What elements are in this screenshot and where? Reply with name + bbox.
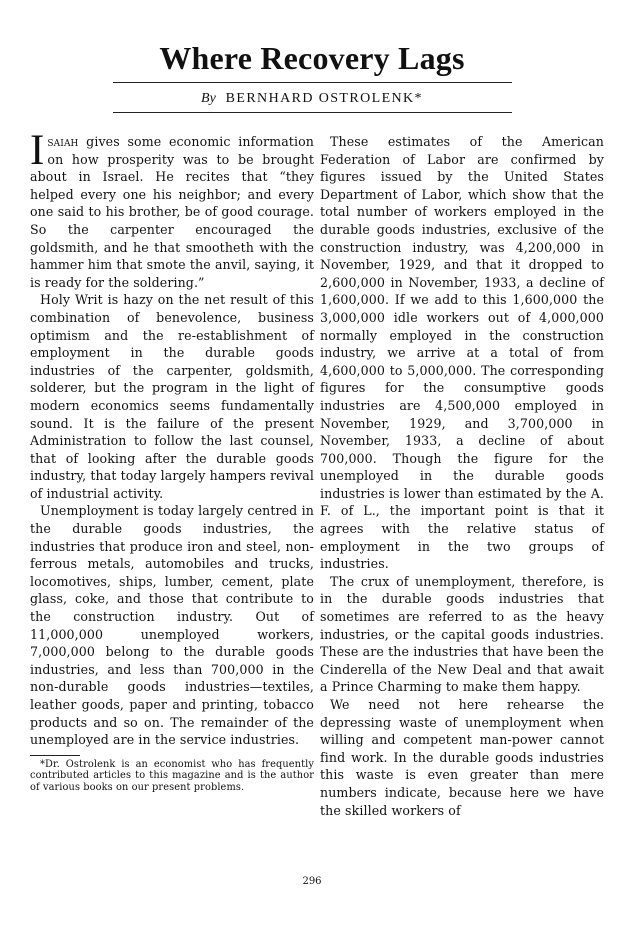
- left-column: [30, 127, 314, 794]
- right-column: [320, 133, 604, 819]
- article-title: Where Recovery Lags: [159, 40, 465, 76]
- opening-smallcaps: saiah: [47, 134, 79, 149]
- paragraph: The crux of unemployment, therefore, is in the durable goods industries that sometimes are referred to as the heavy industries, or the capital goods industries. These are the industries that have been the Cinderella of the New Deal and that await a Prince Charming to make them happy.: [320, 573, 604, 695]
- paragraph: We need not here rehearse the depressing waste of unemployment when willing and competent man-power cannot find work. In the durable goods industries this waste is even greater than mere numbers indicate, because here we have the skilled workers of: [320, 697, 604, 818]
- page-number: 296: [302, 876, 322, 887]
- footnote: *Dr. Ostrolenk is an economist who has frequently contributed articles to this magazine and is the author of various books on our present problems.: [30, 758, 314, 793]
- paragraph-text: gives some economic information on how prosperity was to be brought about in Israel. He recites that “they helped every one his neighbor; and every one said to his brother, be of good courage. So the carpenter encouraged the goldsmith, and he that smootheth with the hammer him that smote the anvil, saying, it is ready for the soldering.”: [30, 134, 314, 290]
- paragraph: [30, 127, 314, 291]
- author-name: BERNHARD OSTROLENK*: [225, 91, 423, 106]
- byline: [0, 91, 624, 107]
- byline-prefix: By: [201, 91, 216, 106]
- title-rule-top: [113, 82, 512, 83]
- paragraph: Unemployment is today largely centred in the durable goods industries, the industries that produce iron and steel, non-ferrous metals, automobiles and trucks, locomotives, ships, lumber, cement, plate glass, coke, and those that contribute to the construction industry. Out of 11,000,000 unemployed workers, 7,000,000 belong to the durable goods industries, and less than 700,000 in the non-durable goods industries—textiles, leather goods, paper and printing, tobacco products and so on. The remainder of the unemployed are in the service industries.: [30, 503, 314, 748]
- footnote-rule: [30, 755, 80, 756]
- paragraph: These estimates of the American Federation of Labor are confirmed by figures issued by the United States Department of Labor, which show that the total number of workers employed in the durable goods industries, exclusive of the construction industry, was 4,200,000 in November, 1929, and that it dropped to 2,600,000 in November, 1933, a decline of 1,600,000. If we add to this 1,600,000 the 3,000,000 idle workers out of 4,000,000 normally employed in the construction industry, we arrive at a total of from 4,600,000 to 5,000,000. The corresponding figures for the consumptive goods industries are 4,500,000 employed in November, 1929, and 3,700,000 in November, 1933, a decline of about 700,000. Though the figure for the unemployed in the durable goods industries is lower than estimated by the A. F. of L., the important point is that it agrees with the relative status of employment in the two groups of industries.: [320, 134, 604, 572]
- title-rule-bottom: [113, 112, 512, 113]
- drop-cap: I: [30, 127, 45, 174]
- paragraph: Holy Writ is hazy on the net result of this combination of benevolence, business optimism and the re-establishment of employment in the durable goods industries of the carpenter, goldsmith, solderer, but the program in the light of modern economics seems fundamentally sound. It is the failure of the present Administration to follow the last counsel, that of looking after the durable goods industry, that today largely hampers revival of industrial activity.: [30, 292, 314, 501]
